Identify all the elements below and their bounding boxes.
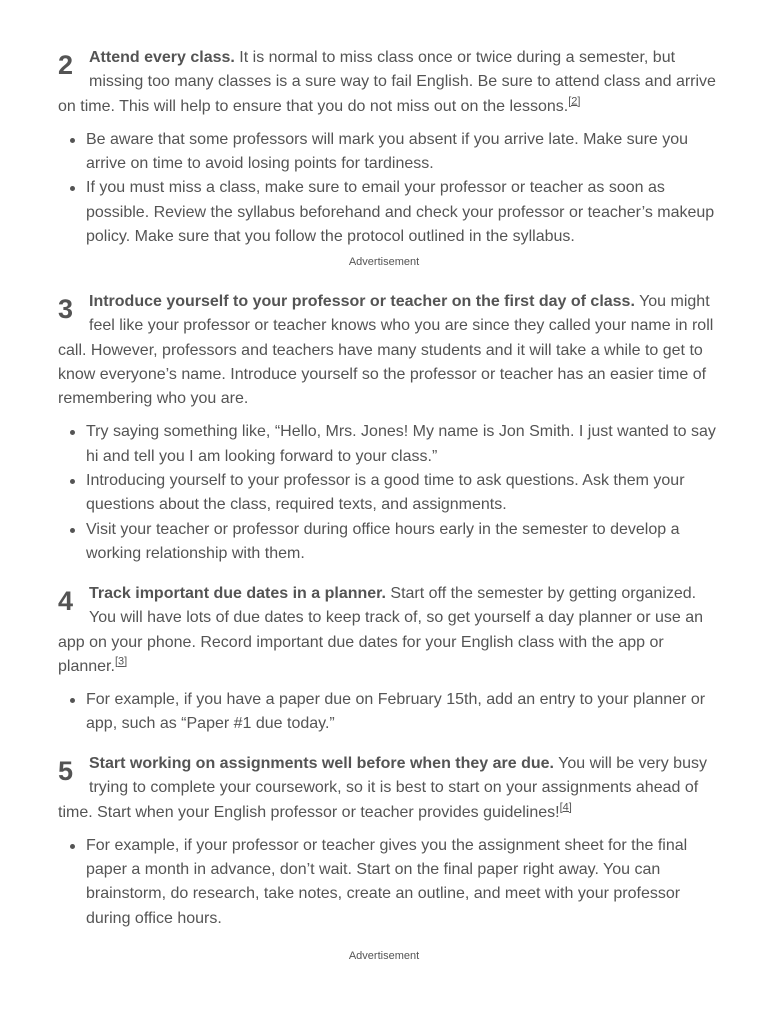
step-text: It is normal to miss class once or twice during a semester, but missing too many classes is a sure way to fail English. Be sure to attend class and arrive on time. This will help to ensure that you do not miss out on the lessons. [58,49,716,115]
bullet-dot-icon [70,430,75,435]
step-3 [58,290,722,566]
citation-link[interactable]: [3] [114,655,128,668]
bullet-text: For example, if your professor or teacher gives you the assignment sheet for the final paper a month in advance, don’t wait. Start on the final paper right away. You can brainstorm, do research, take notes, create an outline, and meet with your professor during office hours. [86,836,688,927]
step-bullets [58,688,722,737]
step-title: Track important due dates in a planner. [89,585,386,602]
step-title: Introduce yourself to your professor or teacher on the first day of class. [89,293,635,310]
advertisement-label: Advertisement [348,950,420,962]
step-text: You might feel like your professor or teacher knows who you are since they called your name in roll call. However, professors and teachers have many students and it will take a while to get to know everyone’s name. Introduce yourself so the professor or teacher has an easier time of remembering who you are. [58,293,714,408]
bullet-dot-icon [70,844,75,849]
step-title: Start working on assignments well before when they are due. [89,755,554,772]
bullet-item [58,176,722,249]
bullet-dot-icon [70,698,75,703]
bullet-dot-icon [70,186,75,191]
bullet-item [58,518,722,567]
bullet-text: For example, if you have a paper due on February 15th, add an entry to your planner or app, such as “Paper #1 due today.” [86,691,706,733]
step-paragraph [58,290,722,411]
bullet-dot-icon [70,479,75,484]
step-paragraph [58,46,722,119]
citation-link[interactable]: [4] [559,801,572,814]
bullet-dot-icon [70,528,75,533]
step-bullets [58,128,722,249]
bullet-text: If you must miss a class, make sure to email your professor or teacher as soon as possible. Review the syllabus beforehand and check your professor or teacher’s makeup policy. Make sure that you follow the protocol outlined in the syllabus. [86,179,715,246]
step-4 [58,582,722,737]
bullet-item [58,688,722,737]
advertisement-label: Advertisement [348,256,420,268]
step-number: 2 [58,50,74,80]
step-title: Attend every class. [89,49,235,66]
step-text: Start off the semester by getting organized. You will have lots of due dates to keep track of, so get yourself a day planner or use an app on your phone. Record important due dates for your English class with the app or planner. [58,585,704,675]
step-number: 5 [58,756,74,786]
step-paragraph [58,582,722,679]
step-number: 3 [58,294,74,324]
step-text: You will be very busy trying to complete your coursework, so it is best to start on your assignments ahead of time. Start when your English professor or teacher provides guidelines! [58,755,707,821]
bullet-text: Introducing yourself to your professor is a good time to ask questions. Ask them your questions about the class, required texts, and assignments. [86,472,685,514]
step-paragraph [58,752,722,825]
bullet-item [58,420,722,469]
step-5 [58,752,722,931]
citation-link[interactable]: [2] [568,95,581,108]
bullet-text: Try saying something like, “Hello, Mrs. Jones! My name is Jon Smith. I just wanted to say hi and tell you I am looking forward to your class.” [86,423,716,465]
bullet-dot-icon [70,138,75,143]
bullet-text: Be aware that some professors will mark you absent if you arrive late. Make sure you arrive on time to avoid losing points for tardiness. [86,130,689,173]
bullet-text: Visit your teacher or professor during office hours early in the semester to develop a working relationship with them. [86,520,680,562]
bullet-item [58,128,722,177]
step-2 [58,46,722,249]
step-bullets [58,420,722,566]
step-bullets [58,834,722,931]
bullet-item [58,834,722,931]
step-number: 4 [58,586,74,616]
bullet-item [58,469,722,518]
